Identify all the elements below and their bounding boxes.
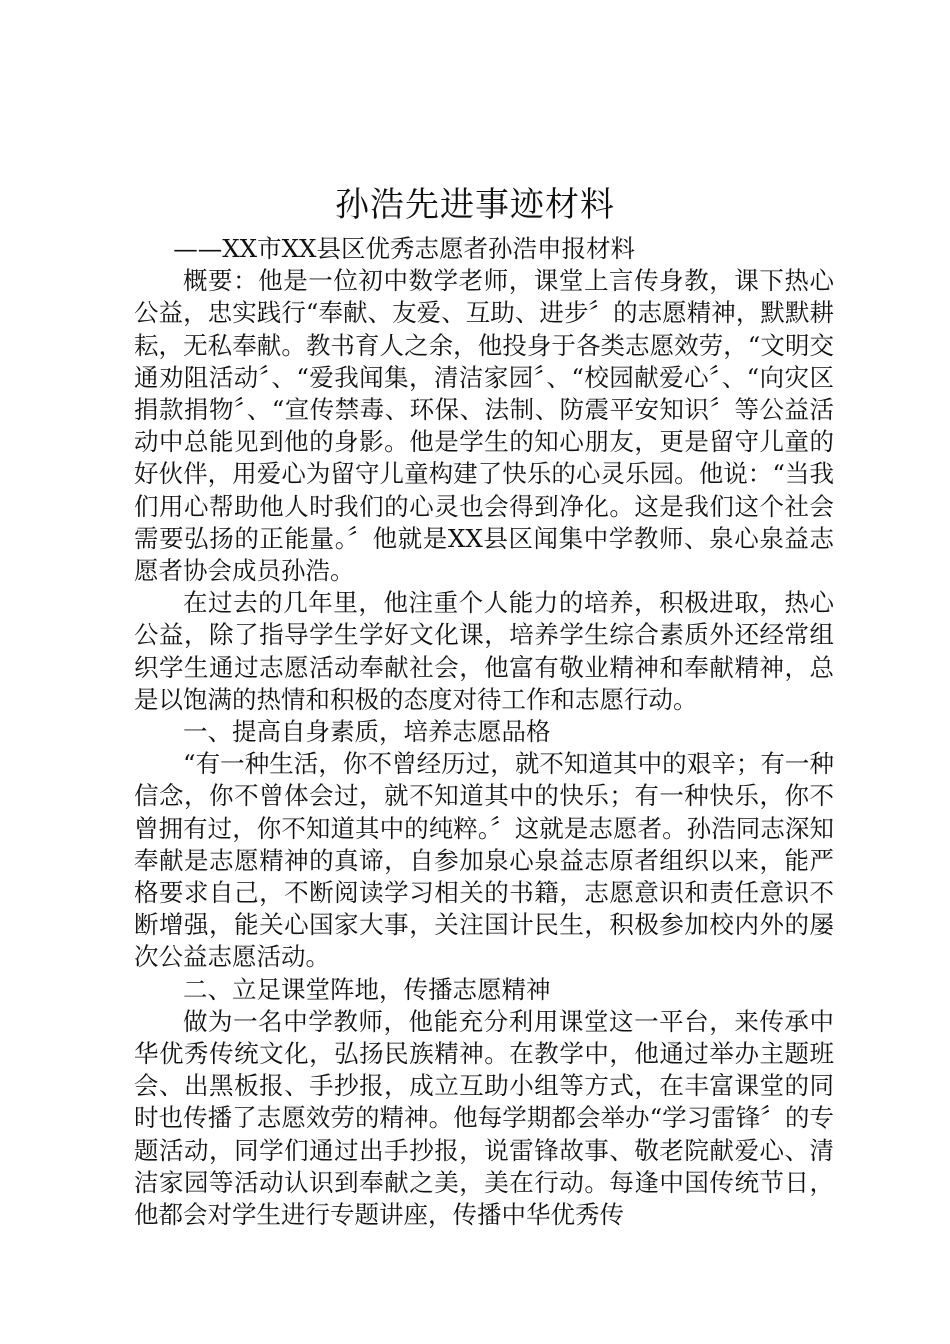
document-subtitle: ——XX市XX县区优秀志愿者孙浩申报材料	[173, 234, 635, 263]
section-heading-1: 一、提高自身素质，培养志愿品格	[183, 717, 551, 747]
paragraph-summary: 概要：他是一位初中数学老师，课堂上言传身教，课下热心公益，忠实践行“奉献、友爱、互助、进步〞的志愿精神，默默耕耘，无私奉献。教书育人之余，他投身于各类志愿效劳，“文明交通劝阻活动〞、“爱我闻集，清洁家园〞、“校园献爱心〞、“向灾区捐款捐物〞、“宣传禁毒、环保、法制、防震平安知识〞等公益活动中总能见到他的身影。他是学生的知心朋友，更是留守儿童的好伙伴，用爱心为留守儿童构建了快乐的心灵乐园。他说：“当我们用心帮助他人时我们的心灵也会得到净化。这是我们这个社会需要弘扬的正能量。〞他就是XX县区闻集中学教师、泉心泉益志愿者协会成员孙浩。	[134, 266, 834, 586]
document-title: 孙浩先进事迹材料	[335, 185, 615, 225]
section-heading-2: 二、立足课堂阵地，传播志愿精神	[183, 974, 551, 1004]
document-body	[134, 233, 834, 1231]
paragraph-section-2: 做为一名中学教师，他能充分利用课堂这一平台，来传承中华优秀传统文化，弘扬民族精神。在教学中，他通过举办主题班会、出黑板报、手抄报，成立互助小组等方式，在丰富课堂的同时也传播了志愿效劳的精神。他每学期都会举办“学习雷锋〞的专题活动，同学们通过出手抄报，说雷锋故事、敬老院献爱心、清洁家园等活动认识到奉献之美，美在行动。每逢中国传统节日，他都会对学生进行专题讲座，传播中华优秀传	[134, 1006, 834, 1230]
paragraph-section-1: “有一种生活，你不曾经历过，就不知道其中的艰辛；有一种信念，你不曾体会过，就不知道其中的快乐；有一种快乐，你不曾拥有过，你不知道其中的纯粹。〞这就是志愿者。孙浩同志深知奉献是志愿精神的真谛，自参加泉心泉益志原者组织以来，能严格要求自己，不断阅读学习相关的书籍，志愿意识和责任意识不断增强，能关心国家大事，关注国计民生，积极参加校内外的屡次公益志愿活动。	[134, 749, 834, 972]
paragraph-past-years: 在过去的几年里，他注重个人能力的培养，积极进取，热心公益，除了指导学生学好文化课，培养学生综合素质外还经常组织学生通过志愿活动奉献社会，他富有敬业精神和奉献精神，总是以饱满的热情和积极的态度对待工作和志愿行动。	[134, 588, 834, 714]
